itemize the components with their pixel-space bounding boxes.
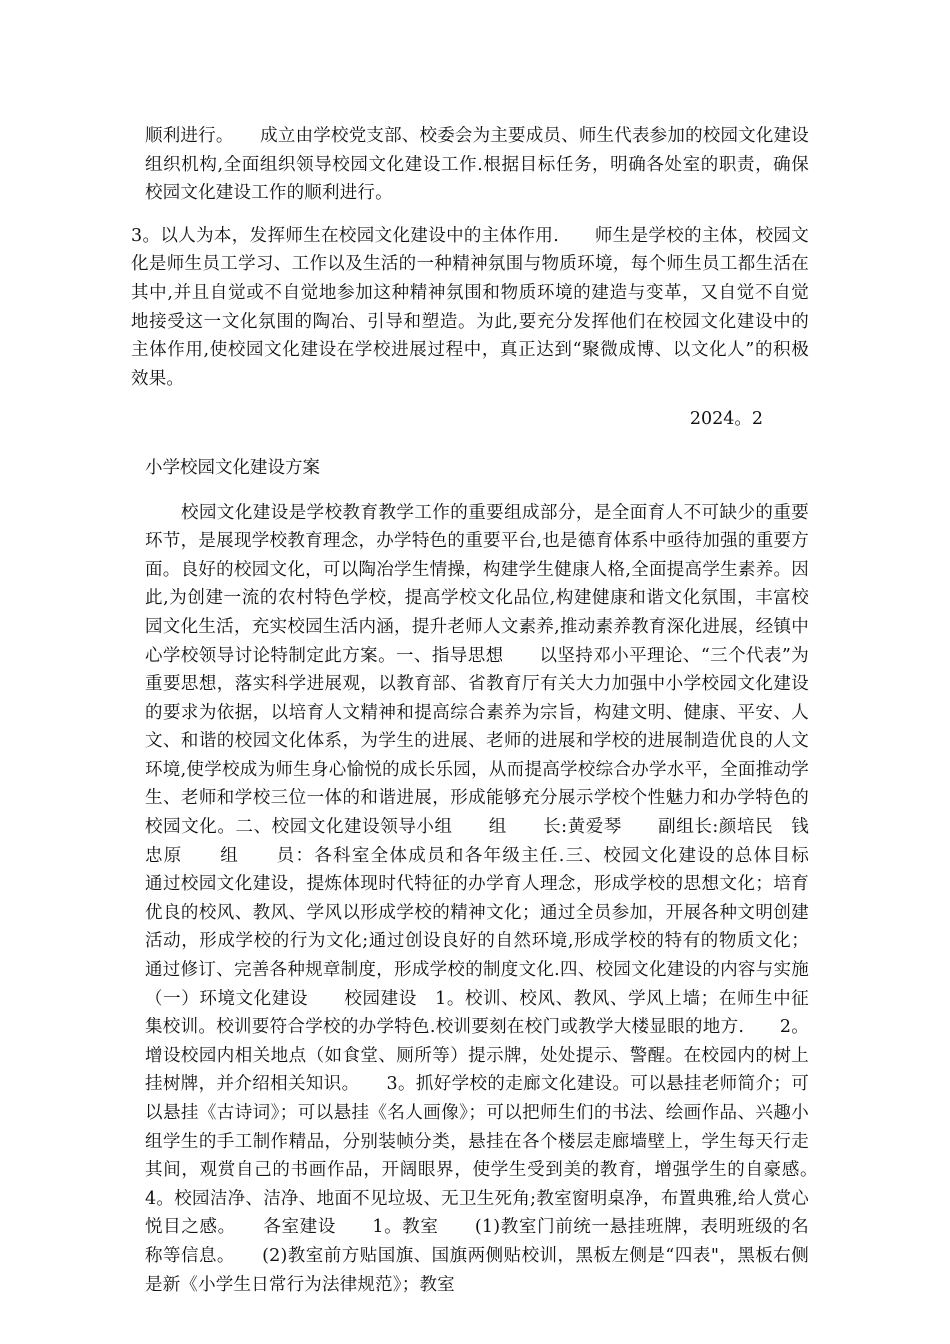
document-date: 2024。2 [689,409,763,430]
paragraph-continuation: 顺利进行。 成立由学校党支部、校委会为主要成员、师生代表参加的校园文化建设组织机构,全面组织领导校园文化建设工作.根据目标任务，明确各处室的职责，确保校园文化建设工作的顺利进行。 [145,126,809,204]
paragraph-main-body: 校园文化建设是学校教育教学工作的重要组成部分，是全面育人不可缺少的重要环节，是展现学校教育理念，办学特色的重要平台,也是德育体系中亟待加强的重要方面。良好的校园文化，可以陶冶学生情操，构建学生健康人格,全面提高学生素养。因此,为创建一流的农村特色学校，提高学校文化品位,构建健康和谐文化氛围，丰富校园文化生活，充实校园生活内涵，提升老师人文素养,推动素养教育深化进展，经镇中心学校领导讨论特制定此方案。一、指导思想 以坚持邓小平理论、“三个代表”为重要思想，落实科学进展观，以教育部、省教育厅有关大力加强中小学校园文化建设的要求为依据，以培育人文精神和提高综合素养为宗旨，构建文明、健康、平安、人文、和谐的校园文化体系，为学生的进展、老师的进展和学校的进展制造优良的人文环境,使学校成为师生身心愉悦的成长乐园，从而提高学校综合办学水平，全面推动学生、老师和学校三位一体的和谐进展，形成能够充分展示学校个性魅力和办学特色的校园文化。二、校园文化建设领导小组 组 长:黄爱琴 副组长:颜培民 钱忠原 组 员：各科室全体成员和各年级主任.三、校园文化建设的总体目标 通过校园文化建设，提炼体现时代特征的办学育人理念，形成学校的思想文化；培育优良的校风、教风、学风以形成学校的精神文化；通过全员参加，开展各种文明创建活动，形成学校的行为文化;通过创设良好的自然环境,形成学校的特有的物质文化；通过修订、完善各种规章制度，形成学校的制度文化.四、校园文化建设的内容与实施 （一）环境文化建设 校园建设 1。校训、校风、教风、学风上墙；在师生中征集校训。校训要符合学校的办学特色.校训要刻在校门或教学大楼显眼的地方. 2。增设校园内相关地点（如食堂、厕所等）提示牌，处处提示、警醒。在校园内的树上挂树牌，并介绍相关知识。 3。抓好学校的走廊文化建设。可以悬挂老师简介；可以悬挂《古诗词》；可以悬挂《名人画像》；可以把师生们的书法、绘画作品、兴趣小组学生的手工制作精品，分别装帧分类，悬挂在各个楼层走廊墙壁上，学生每天行走其间，观赏自己的书画作品，开阔眼界，使学生受到美的教育，增强学生的自豪感。 4。校园洁净、洁净、地面不见垃圾、无卫生死角;教室窗明桌净，布置典雅,给人赏心悦目之感。 各室建设 1。教室 (1)教室门前统一悬挂班牌，表明班级的名称等信息。 (2)教室前方贴国旗、国旗两侧贴校训，黑板左侧是“四表"，黑板右侧是新《小学生日常行为法律规范》；教室 [145,502,845,1295]
document-page [131,122,845,1299]
document-title: 小学校园文化建设方案 [145,457,320,478]
paragraph-people-oriented: 3。以人为本，发挥师生在校园文化建设中的主体作用. 师生是学校的主体，校园文化是师生员工学习、工作以及生活的一种精神氛围与物质环境，每个师生员工都生活在其中,并且自觉或不自觉地参加这种精神氛围和物质环境的建造与变革，又自觉不自觉地接受这一文化氛围的陶冶、引导和塑造。为此,要充分发挥他们在校园文化建设中的主体作用,使校园文化建设在学校进展过程中，真正达到“聚微成博、以文化人”的积极效果。 [131,225,809,389]
